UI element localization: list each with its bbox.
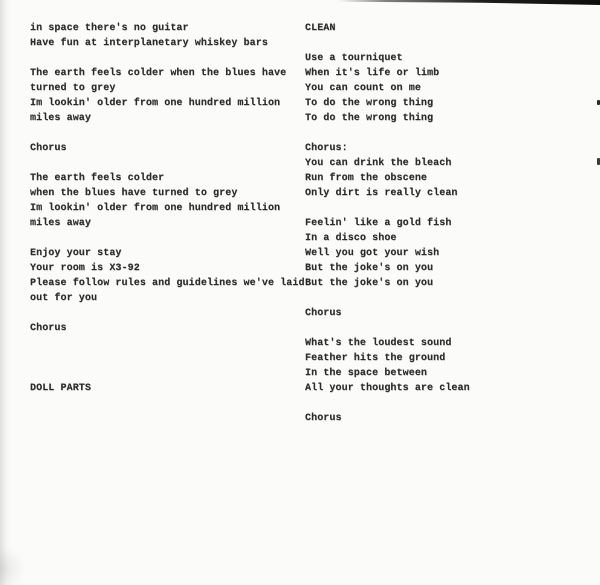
lyrics-line: Chorus [30, 323, 67, 334]
lyrics-line: The earth feels colder [30, 173, 165, 184]
lyrics-line: Im lookin' older from one hundred million [30, 203, 281, 214]
lyrics-line: Well you got your wish [305, 248, 440, 259]
lyrics-line: Please follow rules and guidelines we've laid [30, 278, 305, 289]
lyrics-line: out for you [30, 293, 98, 304]
lyrics-line: What's the loudest sound [305, 338, 452, 349]
lyrics-line: Enjoy your stay [30, 248, 122, 259]
lyrics-line [30, 126, 310, 141]
lyrics-line: Your room is X3-92 [30, 263, 140, 274]
lyrics-line: Run from the obscene [305, 173, 428, 184]
lyrics-line [305, 396, 585, 411]
lyrics-line: in space there's no guitar [30, 23, 189, 34]
lyrics-line [305, 291, 585, 306]
lyrics-line: You can drink the bleach [305, 158, 452, 169]
lyrics-line: Chorus: [305, 143, 348, 154]
lyrics-line [30, 156, 310, 171]
lyrics-lines-left [30, 21, 310, 381]
lyrics-line [30, 231, 310, 246]
lyrics-line: turned to grey [30, 83, 116, 94]
lyrics-line: But the joke's on you [305, 263, 434, 274]
lyrics-line [30, 336, 310, 351]
lyrics-line: when the blues have turned to grey [30, 188, 238, 199]
lyrics-line: The earth feels colder when the blues have [30, 68, 287, 79]
lyrics-column-right [305, 21, 585, 426]
lyrics-line: You can count on me [305, 83, 421, 94]
lyrics-line [30, 366, 310, 381]
lyrics-column-left [30, 21, 310, 396]
lyrics-line: miles away [30, 218, 92, 229]
lyrics-line [305, 321, 585, 336]
lyrics-line: When it's life or limb [305, 68, 440, 79]
lyrics-line: All your thoughts are clean [305, 383, 470, 394]
scan-top-edge-shadow [338, 0, 600, 5]
lyrics-line: Use a tourniquet [305, 53, 403, 64]
lyrics-line: In a disco shoe [305, 233, 397, 244]
lyrics-line: But the joke's on you [305, 278, 434, 289]
lyrics-line: Feelin' like a gold fish [305, 218, 452, 229]
lyrics-line: Chorus [305, 413, 342, 424]
lyrics-line: miles away [30, 113, 92, 124]
lyrics-line: Chorus [30, 143, 67, 154]
lyrics-line [305, 36, 585, 51]
page-left-edge-shadow [0, 0, 12, 585]
lyrics-line [305, 126, 585, 141]
lyrics-line [305, 201, 585, 216]
lyrics-lines-right [305, 36, 585, 426]
lyrics-line: Feather hits the ground [305, 353, 446, 364]
lyrics-line: Only dirt is really clean [305, 188, 458, 199]
lyrics-line [30, 351, 310, 366]
scan-smudge [0, 545, 26, 585]
lyrics-line: Im lookin' older from one hundred million [30, 98, 281, 109]
lyrics-line: Have fun at interplanetary whiskey bars [30, 38, 268, 49]
lyrics-line [30, 51, 310, 66]
lyrics-line [30, 306, 310, 321]
lyrics-line: To do the wrong thing [305, 98, 434, 109]
lyrics-line: Chorus [305, 308, 342, 319]
lyrics-line: To do the wrong thing [305, 113, 434, 124]
song-title-clean: CLEAN [305, 23, 336, 34]
lyrics-line: In the space between [305, 368, 428, 379]
song-title-doll-parts: DOLL PARTS [30, 383, 92, 394]
